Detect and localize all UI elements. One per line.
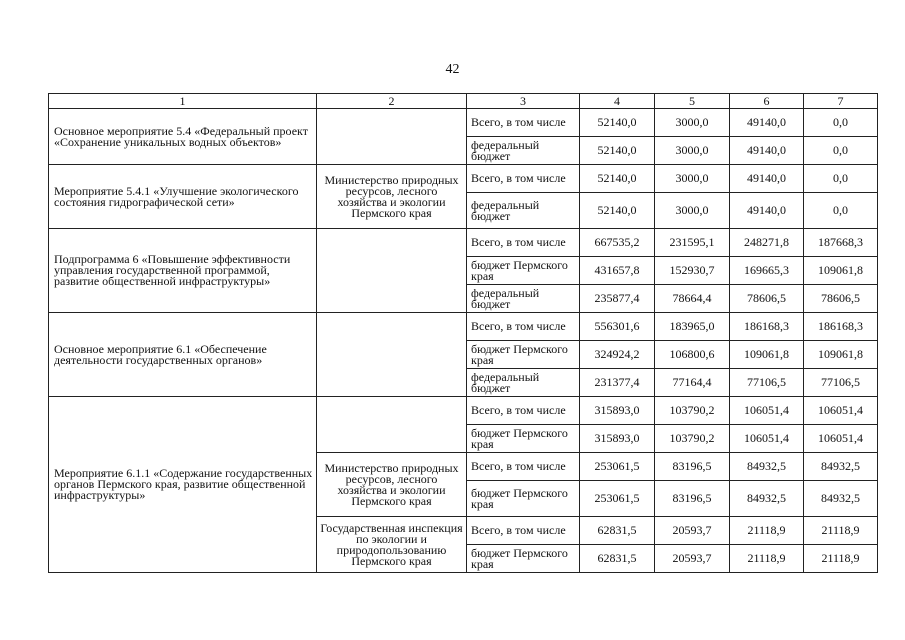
executor-cell [317,229,467,313]
source-cell: федеральный бюджет [467,369,580,397]
value-cell: 49140,0 [730,193,804,229]
program-name-cell: Основное мероприятие 6.1 «Обеспечение деятельности государственных органов» [49,313,317,397]
value-cell: 231595,1 [655,229,730,257]
value-cell: 49140,0 [730,109,804,137]
column-header: 5 [655,94,730,109]
source-cell: бюджет Пермского края [467,257,580,285]
executor-cell: Министерство природных ресурсов, лесного хозяйства и экологии Пермского края [317,453,467,517]
value-cell: 77106,5 [804,369,878,397]
value-cell: 49140,0 [730,165,804,193]
source-cell: Всего, в том числе [467,397,580,425]
source-cell: бюджет Пермского края [467,341,580,369]
value-cell: 106051,4 [730,397,804,425]
value-cell: 3000,0 [655,193,730,229]
source-cell: Всего, в том числе [467,229,580,257]
column-header: 2 [317,94,467,109]
source-cell: Всего, в том числе [467,313,580,341]
value-cell: 103790,2 [655,397,730,425]
value-cell: 106800,6 [655,341,730,369]
value-cell: 84932,5 [730,481,804,517]
value-cell: 84932,5 [804,453,878,481]
value-cell: 431657,8 [580,257,655,285]
value-cell: 235877,4 [580,285,655,313]
value-cell: 52140,0 [580,109,655,137]
value-cell: 78606,5 [804,285,878,313]
executor-cell [317,109,467,165]
value-cell: 62831,5 [580,517,655,545]
column-header: 1 [49,94,317,109]
value-cell: 77106,5 [730,369,804,397]
table-row [49,229,878,257]
value-cell: 324924,2 [580,341,655,369]
value-cell: 106051,4 [804,397,878,425]
value-cell: 49140,0 [730,137,804,165]
source-cell: Всего, в том числе [467,453,580,481]
value-cell: 106051,4 [804,425,878,453]
program-name-cell: Подпрограмма 6 «Повышение эффективности управления государственной программой, развитие общественной инфраструктуры» [49,229,317,313]
value-cell: 169665,3 [730,257,804,285]
value-cell: 0,0 [804,165,878,193]
value-cell: 0,0 [804,109,878,137]
table-row [49,165,878,193]
value-cell: 52140,0 [580,165,655,193]
source-cell: Всего, в том числе [467,517,580,545]
value-cell: 84932,5 [730,453,804,481]
value-cell: 3000,0 [655,165,730,193]
value-cell: 253061,5 [580,453,655,481]
value-cell: 106051,4 [730,425,804,453]
value-cell: 315893,0 [580,397,655,425]
source-cell: Всего, в том числе [467,165,580,193]
value-cell: 21118,9 [804,545,878,573]
source-cell: бюджет Пермского края [467,481,580,517]
value-cell: 187668,3 [804,229,878,257]
table-row [49,109,878,137]
executor-cell: Министерство природных ресурсов, лесного хозяйства и экологии Пермского края [317,165,467,229]
column-header: 7 [804,94,878,109]
value-cell: 109061,8 [804,341,878,369]
executor-cell: Государственная инспекция по экологии и природопользованию Пермского края [317,517,467,573]
value-cell: 109061,8 [730,341,804,369]
column-header: 3 [467,94,580,109]
table-row [49,313,878,341]
value-cell: 3000,0 [655,109,730,137]
value-cell: 315893,0 [580,425,655,453]
column-header: 6 [730,94,804,109]
value-cell: 78664,4 [655,285,730,313]
source-cell: федеральный бюджет [467,137,580,165]
value-cell: 83196,5 [655,453,730,481]
value-cell: 84932,5 [804,481,878,517]
value-cell: 78606,5 [730,285,804,313]
value-cell: 253061,5 [580,481,655,517]
value-cell: 20593,7 [655,545,730,573]
source-cell: федеральный бюджет [467,285,580,313]
table-row [49,397,878,425]
value-cell: 3000,0 [655,137,730,165]
program-name-cell: Мероприятие 5.4.1 «Улучшение экологического состояния гидрографической сети» [49,165,317,229]
value-cell: 21118,9 [730,517,804,545]
value-cell: 183965,0 [655,313,730,341]
source-cell: федеральный бюджет [467,193,580,229]
value-cell: 62831,5 [580,545,655,573]
value-cell: 52140,0 [580,193,655,229]
value-cell: 83196,5 [655,481,730,517]
value-cell: 667535,2 [580,229,655,257]
program-name-cell: Мероприятие 6.1.1 «Содержание государственных органов Пермского края, развитие общественной инфраструктуры» [49,397,317,573]
value-cell: 0,0 [804,193,878,229]
source-cell: бюджет Пермского края [467,425,580,453]
page-number: 42 [445,62,460,77]
value-cell: 152930,7 [655,257,730,285]
value-cell: 52140,0 [580,137,655,165]
executor-cell [317,313,467,397]
value-cell: 231377,4 [580,369,655,397]
source-cell: бюджет Пермского края [467,545,580,573]
value-cell: 21118,9 [730,545,804,573]
value-cell: 248271,8 [730,229,804,257]
value-cell: 103790,2 [655,425,730,453]
header-row [49,94,878,109]
value-cell: 186168,3 [730,313,804,341]
value-cell: 556301,6 [580,313,655,341]
source-cell: Всего, в том числе [467,109,580,137]
value-cell: 186168,3 [804,313,878,341]
budget-table [48,93,878,573]
value-cell: 77164,4 [655,369,730,397]
column-header: 4 [580,94,655,109]
executor-cell [317,397,467,453]
value-cell: 0,0 [804,137,878,165]
value-cell: 20593,7 [655,517,730,545]
program-name-cell: Основное мероприятие 5.4 «Федеральный проект «Сохранение уникальных водных объектов» [49,109,317,165]
value-cell: 109061,8 [804,257,878,285]
value-cell: 21118,9 [804,517,878,545]
